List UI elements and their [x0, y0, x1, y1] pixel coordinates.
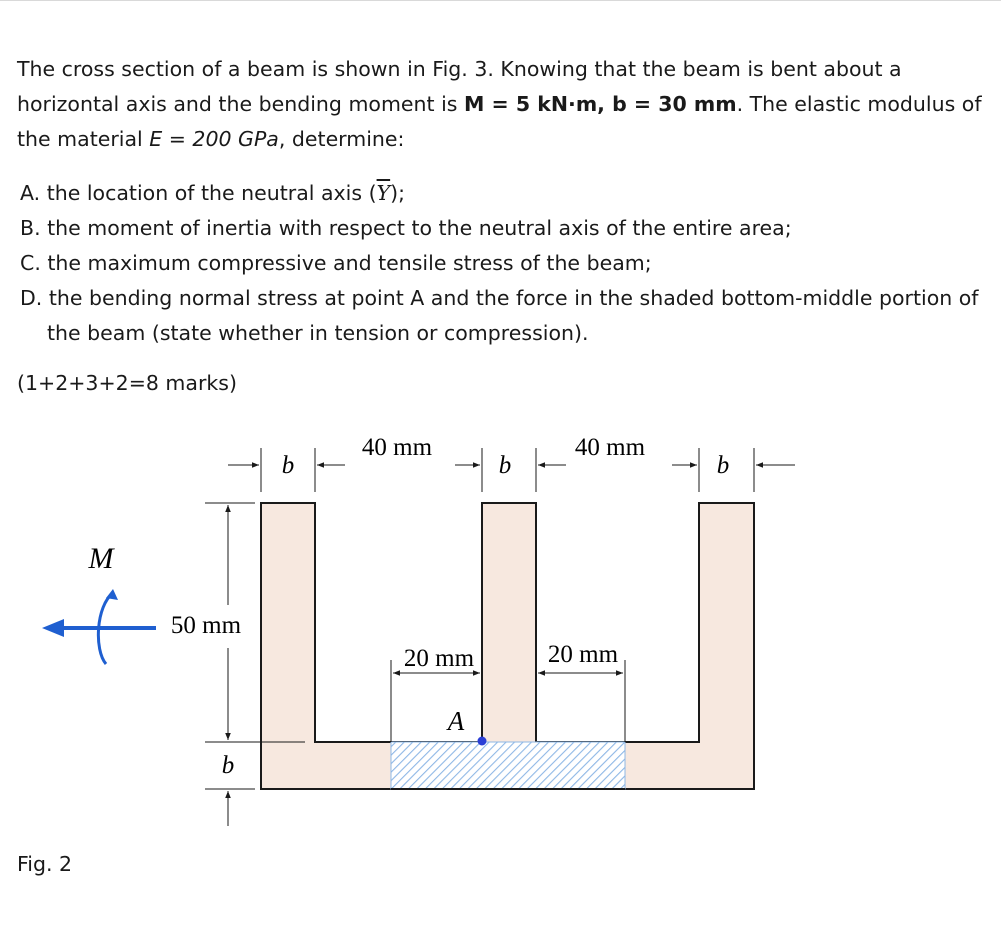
moment-arrow-icon — [42, 589, 156, 664]
dim-50mm-label: 50 mm — [170, 612, 242, 639]
moment-label: M — [88, 542, 114, 575]
dim-b-label-2: b — [498, 452, 512, 479]
item-a: A. the location of the neutral axis $(\overline{Y})$; — [20, 181, 406, 205]
item-d: D. the bending normal stress at point A and the force in the shaded bottom-middle portion of the beam (state whether in tension or compression). — [20, 286, 979, 345]
neutral-axis-symbol: $\overline{Y}$ — [376, 181, 391, 205]
dim-40mm-right-label: 40 mm — [574, 434, 646, 461]
dim-b-label-vertical: b — [221, 752, 235, 779]
dim-40mm-left-label: 40 mm — [361, 434, 433, 461]
modulus-value: E = 200 GPa — [149, 127, 279, 151]
marks-allocation: (1+2+3+2=8 marks) — [17, 371, 237, 395]
shaded-bottom-middle-portion — [391, 742, 625, 789]
problem-statement: The cross section of a beam is shown in Fig. 3. Knowing that the beam is bent about a horizontal axis and the bending moment is M = 5 kN·m, b = 30 mm. The elastic modulus of the material E = 200 GPa, determine: — [17, 57, 982, 151]
dim-20mm-right-label: 20 mm — [547, 641, 619, 668]
point-a-marker — [478, 737, 487, 746]
dim-b-label-3: b — [716, 452, 730, 479]
item-c: C. the maximum compressive and tensile stress of the beam; — [20, 251, 652, 275]
dim-b-label-1: b — [281, 452, 295, 479]
item-b: B. the moment of inertia with respect to the neutral axis of the entire area; — [20, 216, 792, 240]
point-a-label: A — [447, 706, 465, 736]
top-dimension-lines — [228, 448, 795, 492]
dim-20mm-left-label: 20 mm — [403, 645, 475, 672]
figure-label: Fig. 2 — [17, 852, 73, 876]
moment-value: M = 5 kN·m, b = 30 mm — [463, 92, 737, 116]
